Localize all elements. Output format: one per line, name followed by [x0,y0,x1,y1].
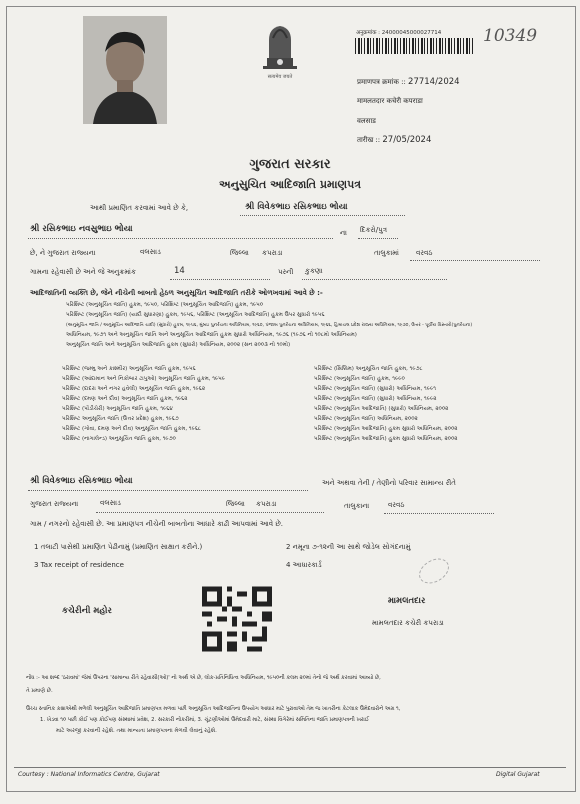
order-left: પરિશિષ્ટ (દાદરા અને નગર હવેલી) અનુસૂચિત જાતિ હુકમ, ૧૯૬૨ [62,386,206,392]
footer-brand: Digital Gujarat [496,771,540,778]
order-line: અધિનિયમ, ૧૯૭૧ અને અનુસૂચિત જાતિ અને અનુસૂચિત આદિજાતિ હુકમ સુધારો અધિનિયમ, ૧૯૭૬ (૧૯૭૬ નો ૧૦૮મો અધિનિયમ) [66,332,357,338]
order-left: પરિશિષ્ટ (ગોવા, દમણ અને દીવ) અનુસૂચિત જાતિ હુકમ, ૧૯૬૮ [62,426,201,432]
relation: દિકરો/પુત્ર [360,226,388,234]
resident-village-line [384,513,494,514]
order-left: પરિશિષ્ટ (પોંડીચેરી) અનુસૂચિત જાતિ હુકમ, ૧૯૬૪ [62,406,173,412]
note-line: નોંધ :- આ શબ્દ 'ઠરાવમાં' જેમાં ઉપરના 'સામાન્ય રીતે રહેવાસી(ઓ)' નો અર્થ એ છે, લોક-પ્રતિનિધિત્વ અધિનિયમ, ૧૯૫૦ની કલમ ૨૦માં તેનો જે અર્થ કરવામાં આવ્યો છે, [26,675,381,681]
resident-district-suffix: જિલ્લા [226,500,245,508]
note-line: તે પ્રમાણે છે. [26,688,53,694]
barcode [355,38,473,54]
order-right: પરિશિષ્ટ (અનુસૂચિત આદિજાતિ) હુકમ સુધારો અધિનિયમ, ૨૦૦૨ [314,436,458,442]
applicant-photo [83,16,167,124]
taluka-value: કપરાડા [262,249,283,257]
emblem-caption: सत्यमेव जयते [267,74,293,80]
order-left: પરિશિષ્ટ અનુસૂચિત જાતિ (ઉત્તર પ્રદેશ) હુકમ, ૧૯૬૭ [62,416,179,422]
order-right: પરિશિષ્ટ (અનુસૂચિત જાતિ) અધિનિયમ, ૨૦૦૨ [314,416,418,422]
barcode-number: अनुक्रमांक : 24000045000027714 [356,30,442,36]
certificate-number-row [357,77,460,87]
document-item: 3 Tax receipt of residence [34,561,124,569]
caste-line [302,279,447,280]
handwritten-number: 10349 [483,26,538,46]
date-label: तारीख :: [357,136,383,144]
relation-line [358,238,398,239]
certify-prefix: આથી પ્રમાણિત કરવામાં આવે છે કે, [90,204,189,212]
note-line: ઉચ્ચ સ્તાનિક કક્ષાએથી મળેલી અનુસૂચિત આદિજાતિ પ્રમાણપત્ર મળવા પછી અનુસૂચિત આદિજાતિના ઉપયોગ આધાર માટે પુરાવાઓ તેમ જ ખાતરીના કેટલાક ઉમેદવારોને અગ્ર ૧, [26,706,401,712]
footer-rule [14,767,566,768]
order-line: પરિશિષ્ટ (અનુસૂચિત જાતિ) હુકમ, ૧૯૫૦, પરિશિષ્ટ (અનુસૂચિત આદિજાતિ) હુકમ, ૧૯૫૦ [66,302,264,308]
village-value: વરવઠ [416,249,433,257]
issue-date: 27/05/2024 [382,135,432,145]
date-row [357,135,431,145]
order-right: પરિશિષ્ટ (અનુસૂચિત જાતિ) હુકમ, ૧૯૯૦ [314,376,405,382]
order-line: (અનુસૂચિત જાતિ / અનુસૂચિત આદિજાતિ ચાદી) (સુધારો) હુકમ, ૧૯૫૬, મુંબઇ પુનર્રચના અધિનિયમ, ૧૯૬૦, પંજાબ પુનર્રચના અધિનિયમ, ૧૯૬૬, હિમાચલ પ્રદેશ રાજ્ય અધિનિયમ, ૧૯૭૦, ઉત્તર - પૂર્વીય વિસ્તારો(પુનર્રચના) [66,323,473,328]
applicant-name: શ્રી વિવેકભાઇ રસિકભાઇ ભોયા [245,202,348,212]
district-value: વલસાડ [140,248,161,256]
order-line: પરિશિષ્ટ (અનુસૂચિત જાતિ) (યાદી સુધારણા) હુકમ, ૧૯૫૬, પરિશિષ્ટ (અનુસૂચિત આદિજાતિ) હુકમ ઉપર સુધારો ૧૯૫૬ [66,312,325,318]
father-name-line [28,238,333,239]
recognition-statement: આદિજાતિની વ્યક્તિ છે, જેને નીચેની બાબતો હેઠળ અનુસૂચિત આદિજાતિ તરીકે ઓળખવામાં આવે છે :- [30,289,323,297]
district-name: वलसाड [357,117,376,125]
order-left: પરિશિષ્ટ (દમણ અને દીવ) અનુસૂચિત જાતિ હુકમ, ૧૯૬૨ [62,396,188,402]
order-left: પરિશિષ્ટ (આંદામાન અને નિકોબાર ટાપુઓ) અનુસૂચિત જાતિ હુકમ, ૧૯૫૯ [62,376,226,382]
government-title: ગુજરાત સરકાર [249,157,331,172]
resident-taluka-label: તાલુકાના [344,502,370,510]
father-name: શ્રી રસિકભાઇ નવસુભાઇ ભોયા [30,224,133,234]
footer-courtesy: Courtesy : National Informatics Centre, Gujarat [18,771,160,778]
order-right: પરિશિષ્ટ (સિક્કિમ) અનુસૂચિત જાતિ હુકમ, ૧૯૭૮ [314,366,423,372]
caste-label: પરની [278,268,294,276]
village-line [410,260,540,261]
state-text: છે, ને ગુજરાત રાજ્યના [30,249,96,257]
resident-district-line [96,512,324,513]
qr-code-icon [202,586,272,652]
order-right: પરિશિષ્ટ (અનુસૂચિત જાતિ) (સુધારો) અધિનિયમ, ૧૯૯૨ [314,396,437,402]
note-line: માટે અરજી કરવાની રહેશે. તથા માન્યતા પ્રમાણપત્રના મેળવી લેવાનું રહેશે. [56,728,217,734]
certificate-number-label: प्रमाणपत्र क्रमांक :: [357,78,409,86]
resident-village: વરવઠ [388,501,405,509]
resident-district: વલસાડ [100,499,121,507]
document-item: 1 તલાટી પાસેથી પ્રમાણિત પેઢીનામું (પ્રમાણિત સાક્ષાત કરીને.) [34,543,203,551]
order-left: પરિશિષ્ટ (જમ્મુ અને કાશ્મીર) અનુસૂચિત જાતિ હુકમ, ૧૯૫૬ [62,366,196,372]
applicant-name-line [240,215,405,216]
order-right: પરિશિષ્ટ (અનુસૂચિત જાતિ) (સુધારો) અધિનિયમ, ૧૯૯૧ [314,386,436,392]
taluka-label: તાલુકામાં [374,249,399,257]
serial-line [170,279,270,280]
signatory-office: મામલતદાર કચેરી કપરાડા [372,619,444,627]
order-line: અનુસૂચિત જાતિ અને અનુસૂચિત આદિજાતિ હુકમ (સુધારો) અધિનિયમ, ૨૦૦૨ (સન ૨૦૦૩ નો ૧૦મો) [66,342,291,348]
resident-taluka: કપરાડા [256,500,277,508]
caste-name: કુકણા [305,267,323,275]
residence-statement: ગામ / નગરનો રહેવાસી છે. આ પ્રમાણપત્ર નીચેની બાબતોના આધારે કાઢી આપવામાં આવે છે. [30,520,283,528]
district-suffix: જિલ્લા [230,249,249,257]
order-left: પરિશિષ્ટ (નાગાલેન્ડ) અનુસૂચિત જાતિ હુકમ, ૧૯૭૦ [62,436,176,442]
village-label: ગામના રહેવાસી છે અને જે અનુક્રમાંક [30,268,136,276]
resident-name: શ્રી વિવેકભાઇ રસિકભાઇ ભોયા [30,476,133,486]
office-name: मामलतदार कचेरी कपराडा [357,97,423,105]
resident-name-line [28,490,308,491]
serial-number: 14 [174,266,185,276]
resident-state: ગુજરાત રાજ્યના [30,500,79,508]
resident-suffix: અને અથવા તેની / તેણીનો પરિવાર સામાન્ય રીતે [322,479,456,487]
relation-label: ના [340,229,347,237]
document-item: 4 આધારકાર્ડ [286,561,322,569]
office-seal-label: કચેરીની મહોર [62,606,112,616]
signatory-title: મામલતદાર [388,596,426,606]
certificate-number: 27714/2024 [408,77,460,87]
certificate-title: અનુસુચિત આદિજાતિ પ્રમાણપત્ર [218,178,362,191]
note-line: 1. ખેડવા ૧૦ પછી કોઈ પણ કોઈપણ સંસ્થામાં પ્રવેશ, 2. સરકારી નોકરીમાં, 3. ચૂંટણીઓમાં ઉમેદવારી માટે, સંસ્થા વિગેરેમાં સમિતિના જાતિ પ્રમાણપત્રની ખરાઈ [40,717,369,723]
order-right: પરિશિષ્ટ (અનુસૂચિત આદિજાતિ) (સુધારો) અધિનિયમ, ૨૦૦૨ [314,406,449,412]
order-right: પરિશિષ્ટ (અનુસૂચિત આદિજાતિ) હુકમ સુધારો અધિનિયમ, ૨૦૦૨ [314,426,458,432]
document-item: 2 નમૂના ૭-૧૨ની આ સાથે જોડેલ સોગંદનામું [286,543,411,551]
national-emblem-icon [255,14,305,72]
